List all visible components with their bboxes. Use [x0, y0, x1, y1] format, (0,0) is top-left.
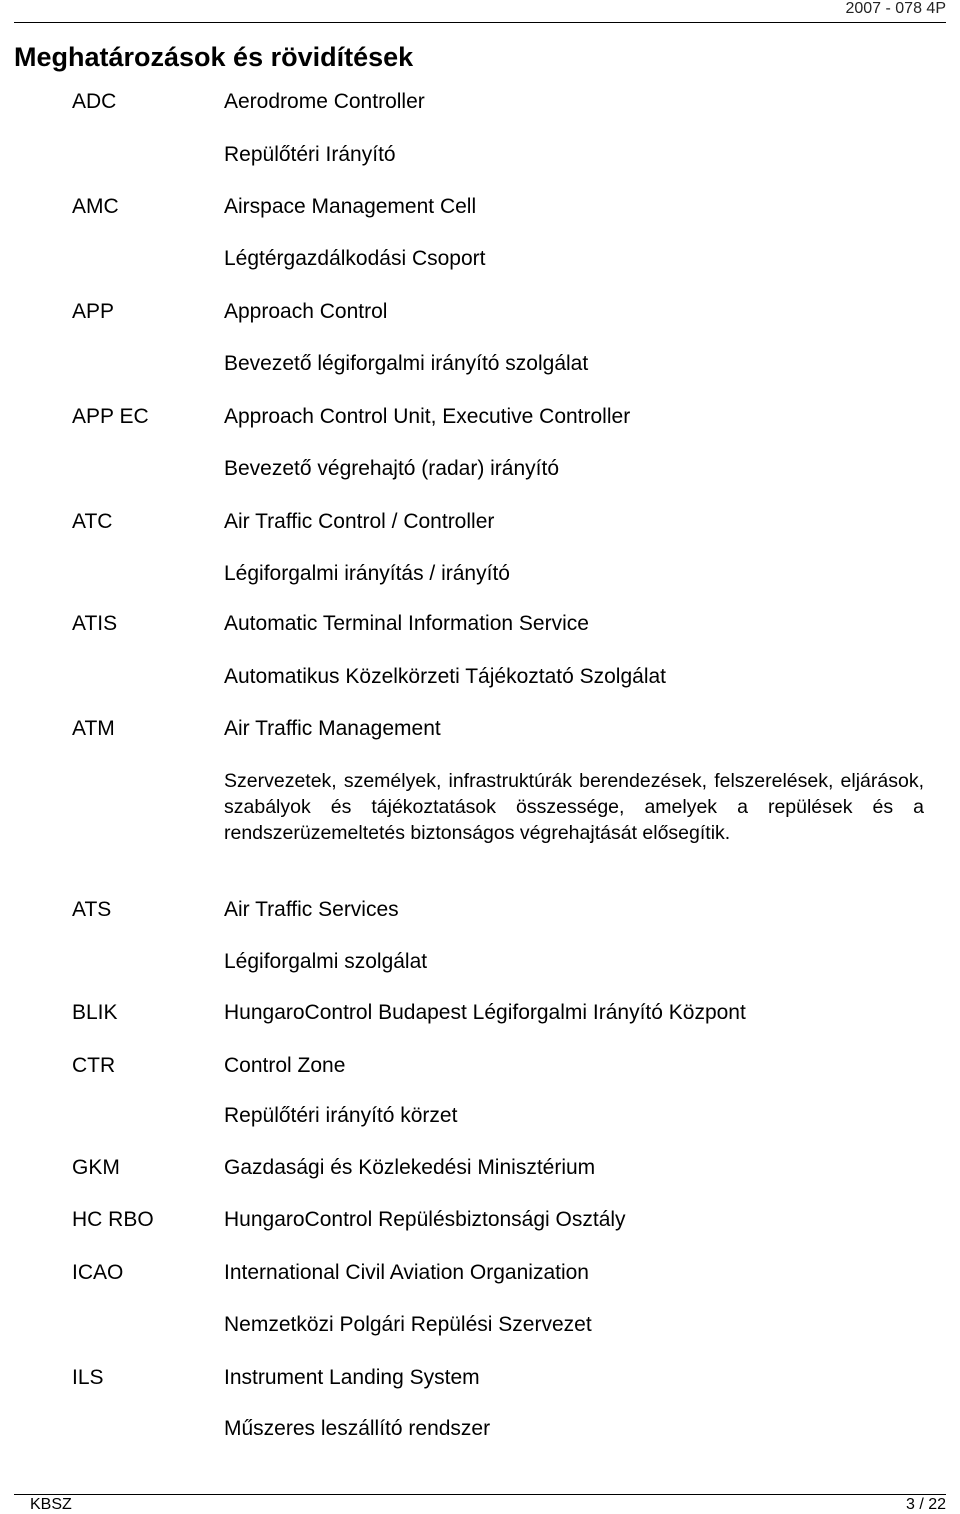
definition-row	[0, 1208, 960, 1248]
definition: Repülőtéri Irányító	[224, 143, 396, 166]
definition-row	[0, 1054, 960, 1094]
abbreviation: AMC	[72, 195, 119, 218]
footer-organization: KBSZ	[30, 1496, 72, 1513]
definition-row	[0, 510, 960, 550]
definition: Légiforgalmi irányítás / irányító	[224, 562, 510, 585]
definition: HungaroControl Repülésbiztonsági Osztály	[224, 1208, 626, 1231]
abbreviation: ADC	[72, 90, 117, 113]
abbreviation: APP	[72, 300, 115, 323]
definition-row	[0, 300, 960, 340]
definition: Gazdasági és Közlekedési Minisztérium	[224, 1156, 596, 1179]
definition-row	[0, 1417, 960, 1457]
definition: Automatic Terminal Information Service	[224, 612, 589, 635]
abbreviation: BLIK	[72, 1001, 118, 1024]
abbreviation: ICAO	[72, 1261, 124, 1284]
definition-row	[0, 562, 960, 602]
definition-row	[0, 90, 960, 130]
definition-row	[0, 1366, 960, 1406]
definition-row	[0, 195, 960, 235]
definition-row	[0, 665, 960, 705]
definition: Légiforgalmi szolgálat	[224, 950, 428, 973]
page-number: 3 / 22	[905, 1496, 946, 1513]
abbreviation: ATS	[72, 898, 112, 921]
definition-row	[0, 1156, 960, 1196]
definition: Aerodrome Controller	[224, 90, 425, 113]
definition: HungaroControl Budapest Légiforgalmi Irányító Központ	[224, 1001, 746, 1024]
definition-row	[0, 143, 960, 183]
abbreviation: ATM	[72, 717, 115, 740]
definition: Automatikus Közelkörzeti Tájékoztató Szolgálat	[224, 665, 667, 688]
definition: Műszeres leszállító rendszer	[224, 1417, 491, 1440]
definition: Approach Control	[224, 300, 388, 323]
definition-row	[0, 612, 960, 652]
definition: Approach Control Unit, Executive Controller	[224, 405, 631, 428]
definition-row	[0, 457, 960, 497]
definition-row	[0, 352, 960, 392]
definition-row	[0, 247, 960, 287]
abbreviation: ATC	[72, 510, 113, 533]
definition: Bevezető légiforgalmi irányító szolgálat	[224, 352, 589, 375]
definition-row	[0, 405, 960, 445]
abbreviation: CTR	[72, 1054, 116, 1077]
abbreviation: GKM	[72, 1156, 120, 1179]
definition-row	[0, 1313, 960, 1353]
atm-description: Szervezetek, személyek, infrastruktúrák berendezések, felszerelések, eljárások, szabályok és tájékoztatások összessége, amelyek a repülések és a rendszerüzemeltetés biztonságos végrehajtását elősegítik.	[224, 770, 924, 844]
definition: Air Traffic Management	[224, 717, 441, 740]
definition-row	[0, 1001, 960, 1041]
definition: Control Zone	[224, 1054, 346, 1077]
definition: Instrument Landing System	[224, 1366, 480, 1389]
definition: Air Traffic Control / Controller	[224, 510, 495, 533]
definition-row	[0, 950, 960, 990]
definition-row	[0, 717, 960, 757]
abbreviation: ATIS	[72, 612, 118, 635]
definition-row	[0, 1261, 960, 1301]
page-title: Meghatározások és rövidítések	[14, 42, 414, 72]
definition: Bevezető végrehajtó (radar) irányító	[224, 457, 560, 480]
footer-rule	[14, 1494, 946, 1495]
definition: Légtérgazdálkodási Csoport	[224, 247, 486, 270]
abbreviation: HC RBO	[72, 1208, 154, 1231]
definition-row	[0, 898, 960, 938]
document-id: 2007 - 078 4P	[845, 0, 946, 17]
definition: Nemzetközi Polgári Repülési Szervezet	[224, 1313, 592, 1336]
definition: Repülőtéri irányító körzet	[224, 1104, 458, 1127]
definition: International Civil Aviation Organization	[224, 1261, 589, 1284]
definition: Airspace Management Cell	[224, 195, 477, 218]
abbreviation: APP EC	[72, 405, 149, 428]
abbreviation: ILS	[72, 1366, 104, 1389]
definition: Air Traffic Services	[224, 898, 399, 921]
definition-row	[0, 1104, 960, 1144]
